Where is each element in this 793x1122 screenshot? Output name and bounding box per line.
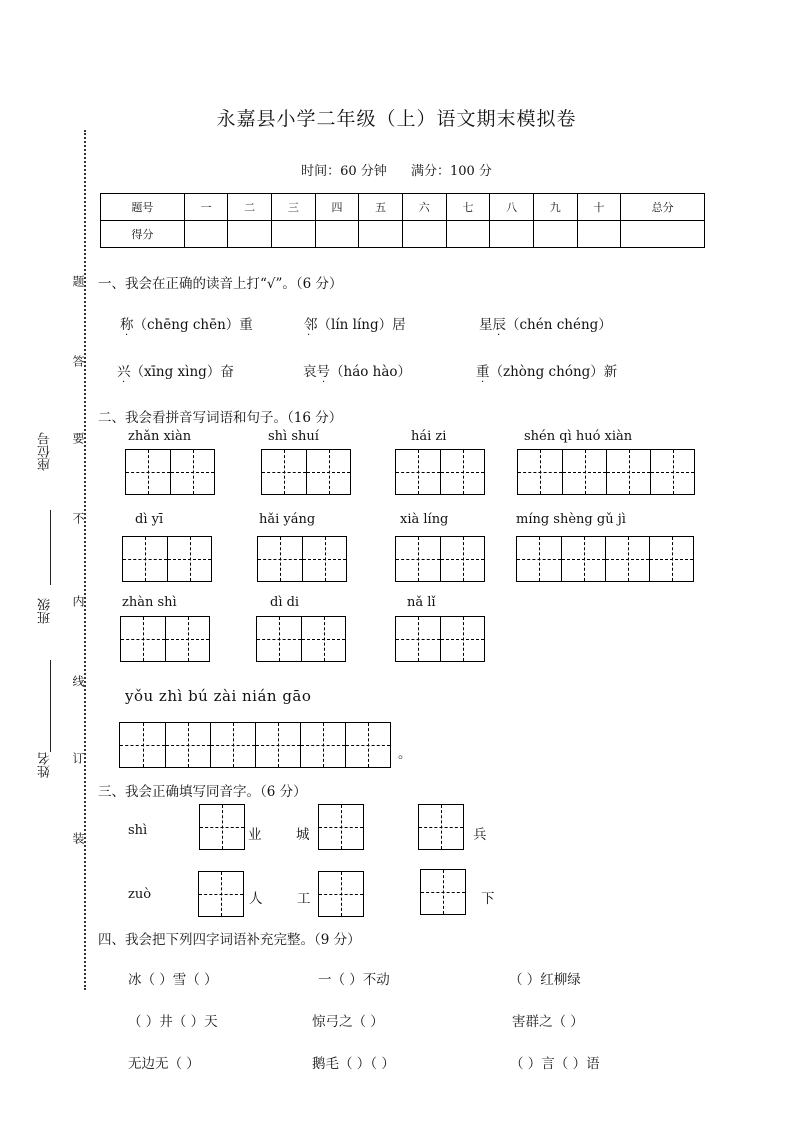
score-header-cell: 总分: [621, 194, 705, 221]
homophone-pinyin: shì: [128, 823, 148, 838]
pinyin-label: zhàn shì: [122, 595, 177, 610]
score-header-cell: 五: [359, 194, 403, 221]
pronunciation-item[interactable]: 哀号（háo hào）: [303, 364, 412, 380]
pinyin-label: shén qì huó xiàn: [524, 429, 633, 444]
section-2-heading: 二、我会看拼音写词语和句子。（16 分）: [98, 410, 343, 426]
binding-char: 内: [71, 595, 85, 607]
class-underline[interactable]: [50, 510, 51, 585]
class-label: 班级: [38, 598, 53, 624]
sentence-pinyin: yǒu zhì bú zài nián gāo: [125, 687, 312, 705]
pinyin-label: hǎi yáng: [259, 512, 316, 527]
score-cell[interactable]: [359, 221, 403, 248]
section-3-heading: 三、我会正确填写同音字。（6 分）: [98, 784, 307, 800]
emphasis-dot: ·: [307, 330, 311, 341]
name-underline[interactable]: [50, 660, 51, 752]
writing-grid[interactable]: [395, 616, 485, 662]
writing-grid[interactable]: [120, 616, 210, 662]
pinyin-label: xià líng: [400, 512, 449, 527]
idiom-item[interactable]: 惊弓之（ ）: [312, 1014, 384, 1030]
binding-char: 题: [71, 275, 85, 287]
emphasis-dot: ·: [322, 377, 326, 388]
emphasis-dot: ·: [497, 330, 501, 341]
homophone-box[interactable]: [318, 804, 364, 850]
binding-char: 要: [71, 432, 85, 444]
pinyin-label: nǎ lǐ: [407, 595, 436, 610]
homophone-box[interactable]: [199, 804, 245, 850]
idiom-item[interactable]: （ ）言（ ）语: [510, 1056, 600, 1072]
binding-dotted-line: [84, 130, 86, 990]
section-4-heading: 四、我会把下列四字词语补充完整。（9 分）: [98, 932, 361, 948]
homophone-char: 下: [481, 891, 495, 907]
seat-number-label: 座位号: [38, 432, 53, 471]
pronunciation-item[interactable]: 邻（lín líng）居: [304, 317, 406, 333]
score-table-header-row: [101, 194, 705, 221]
emphasis-dot: ·: [122, 377, 126, 388]
homophone-char: 人: [249, 891, 263, 907]
pinyin-label: míng shèng gǔ jì: [516, 512, 626, 527]
sentence-writing-grid[interactable]: [119, 722, 391, 768]
binding-char: 答: [71, 355, 85, 367]
score-header-cell: 六: [402, 194, 446, 221]
idiom-item[interactable]: 一（ ）不动: [318, 972, 390, 988]
homophone-char: 城: [296, 827, 310, 843]
writing-grid[interactable]: [125, 449, 215, 495]
binding-char: 装: [71, 832, 85, 844]
score-cell[interactable]: [446, 221, 490, 248]
pronunciation-item[interactable]: 重（zhòng chóng）新: [476, 364, 618, 380]
idiom-item[interactable]: 冰（ ）雪（ ）: [128, 972, 218, 988]
binding-char: 订: [71, 752, 85, 764]
idiom-item[interactable]: （ ）红柳绿: [509, 972, 581, 988]
emphasis-dot: ·: [125, 330, 129, 341]
binding-char: 线: [71, 675, 85, 687]
homophone-char: 工: [297, 891, 311, 907]
score-row-label: 得分: [101, 221, 185, 248]
homophone-box[interactable]: [418, 804, 464, 850]
sentence-end-mark: 。: [398, 746, 412, 762]
score-cell[interactable]: [184, 221, 228, 248]
score-cell[interactable]: [533, 221, 577, 248]
pronunciation-item[interactable]: 称（chēng chēn）重: [120, 317, 253, 333]
pronunciation-item[interactable]: 兴（xīng xìng）奋: [117, 364, 234, 380]
writing-grid[interactable]: [261, 449, 351, 495]
homophone-box[interactable]: [198, 871, 244, 917]
score-header-cell: 十: [577, 194, 621, 221]
section-1-heading: 一、我会在正确的读音上打“√”。（6 分）: [98, 276, 343, 292]
homophone-char: 业: [248, 827, 262, 843]
score-cell[interactable]: [621, 221, 705, 248]
homophone-pinyin: zuò: [128, 887, 152, 902]
pinyin-label: shì shuí: [268, 429, 319, 444]
idiom-item[interactable]: 无边无（ ）: [128, 1056, 200, 1072]
homophone-box[interactable]: [420, 869, 466, 915]
homophone-box[interactable]: [318, 871, 364, 917]
score-cell[interactable]: [490, 221, 534, 248]
name-label: 姓名: [38, 752, 53, 778]
score-header-cell: 三: [271, 194, 315, 221]
emphasis-dot: ·: [481, 377, 485, 388]
pinyin-label: zhǎn xiàn: [128, 429, 192, 444]
writing-grid[interactable]: [395, 449, 485, 495]
score-header-cell: 四: [315, 194, 359, 221]
exam-info: [0, 160, 793, 179]
time-label: 时间：60 分钟: [301, 164, 387, 179]
score-header-cell: 题号: [101, 194, 185, 221]
score-table: [100, 193, 705, 248]
score-cell[interactable]: [271, 221, 315, 248]
writing-grid[interactable]: [256, 616, 346, 662]
idiom-item[interactable]: （ ）井（ ）天: [128, 1014, 218, 1030]
homophone-char: 兵: [473, 827, 487, 843]
binding-char: 不: [71, 512, 85, 524]
score-header-cell: 七: [446, 194, 490, 221]
writing-grid[interactable]: [395, 536, 485, 582]
page-title: 永嘉县小学二年级（上）语文期末模拟卷: [216, 108, 577, 130]
score-cell[interactable]: [577, 221, 621, 248]
score-table-score-row: [101, 221, 705, 248]
score-header-cell: 一: [184, 194, 228, 221]
pronunciation-item[interactable]: 星辰（chén chéng）: [479, 317, 612, 333]
idiom-item[interactable]: 鹅毛（ ）（ ）: [312, 1056, 395, 1072]
score-header-cell: 九: [533, 194, 577, 221]
score-cell[interactable]: [402, 221, 446, 248]
full-score-label: 满分：100 分: [410, 164, 492, 179]
score-header-cell: 八: [490, 194, 534, 221]
writing-grid[interactable]: [257, 536, 347, 582]
writing-grid[interactable]: [516, 536, 694, 582]
score-cell[interactable]: [315, 221, 359, 248]
writing-grid[interactable]: [517, 449, 695, 495]
score-header-cell: 二: [228, 194, 272, 221]
score-cell[interactable]: [228, 221, 272, 248]
idiom-item[interactable]: 害群之（ ）: [512, 1014, 584, 1030]
pinyin-label: hái zi: [411, 429, 447, 444]
writing-grid[interactable]: [122, 536, 212, 582]
pinyin-label: dì yī: [135, 512, 164, 527]
pinyin-label: dì di: [270, 595, 300, 610]
